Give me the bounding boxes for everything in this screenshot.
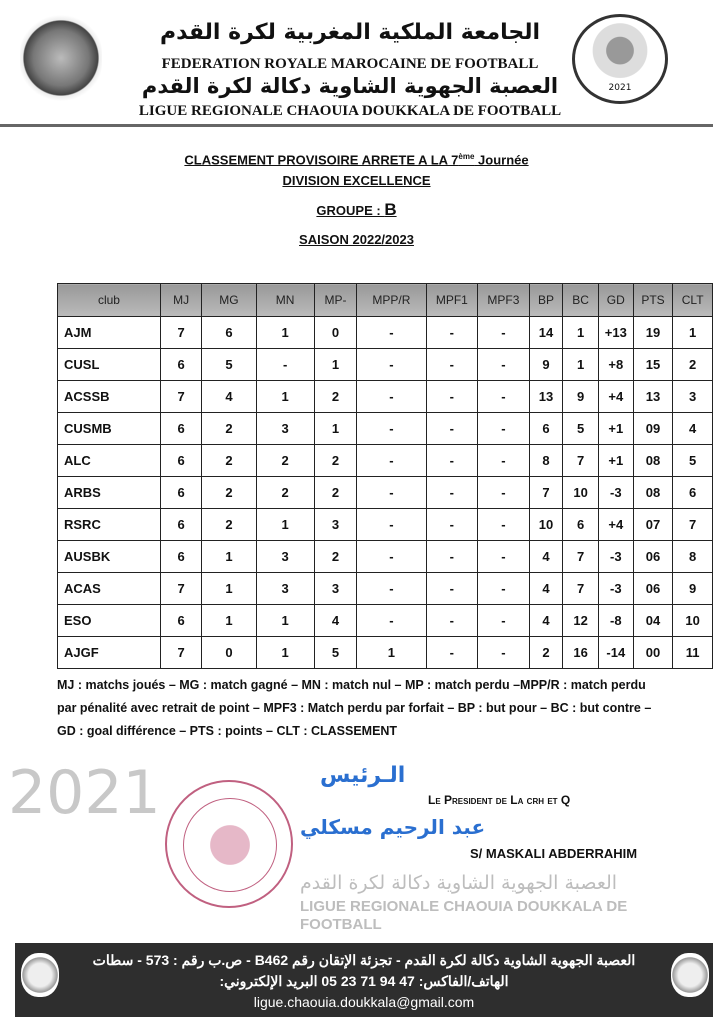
stat-cell: 7 xyxy=(160,317,201,349)
groupe-title xyxy=(0,200,713,220)
groupe-label: GROUPE : xyxy=(316,203,385,218)
column-header: CLT xyxy=(673,284,713,317)
stat-cell: - xyxy=(478,445,530,477)
club-cell: ALC xyxy=(58,445,161,477)
journee-text: Journée xyxy=(474,152,529,168)
table-header-row xyxy=(58,284,713,317)
stat-cell: - xyxy=(478,509,530,541)
stat-cell: 6 xyxy=(529,413,563,445)
stat-cell: 15 xyxy=(633,349,673,381)
stat-cell: - xyxy=(426,349,478,381)
saison-title: SAISON 2022/2023 xyxy=(299,232,414,247)
club-cell: ARBS xyxy=(58,477,161,509)
stat-cell: 14 xyxy=(529,317,563,349)
stat-cell: - xyxy=(478,637,530,669)
stat-cell: 5 xyxy=(563,413,599,445)
stat-cell: 07 xyxy=(633,509,673,541)
stat-cell: 2 xyxy=(256,477,314,509)
table-row xyxy=(58,413,713,445)
footer-phone: الهاتف/الفاكس: 47 94 71 23 05 البريد الإلكتروني: xyxy=(219,973,509,989)
abbreviation-legend: MJ : matchs joués – MG : match gagné – MN : match nul – MP : match perdu –MPP/R : match perdu par pénalité avec retrait de point – MPF3 : Match perdu par forfait – BP : but pour – BC : but contre – GD : goal différence – PTS : points – CLT : CLASSEMENT xyxy=(57,678,652,738)
stat-cell: -3 xyxy=(598,573,633,605)
footer-logo-left xyxy=(21,953,59,997)
stat-cell: - xyxy=(357,477,426,509)
frmf-logo xyxy=(20,12,102,104)
stat-cell: +1 xyxy=(598,413,633,445)
stat-cell: 04 xyxy=(633,605,673,637)
stat-cell: - xyxy=(478,477,530,509)
stat-cell: - xyxy=(478,349,530,381)
stat-cell: - xyxy=(426,381,478,413)
stat-cell: 3 xyxy=(256,541,314,573)
column-header: MN xyxy=(256,284,314,317)
stat-cell: 09 xyxy=(633,413,673,445)
stat-cell: - xyxy=(357,349,426,381)
federation-french: FEDERATION ROYALE MAROCAINE DE FOOTBALL xyxy=(161,56,539,72)
column-header: club xyxy=(58,284,161,317)
stat-cell: 1 xyxy=(563,317,599,349)
stat-cell: 4 xyxy=(202,381,256,413)
classement-text: CLASSEMENT PROVISOIRE ARRETE A LA 7 xyxy=(184,152,459,168)
stat-cell: 1 xyxy=(202,605,256,637)
stat-cell: - xyxy=(357,413,426,445)
club-cell: ACSSB xyxy=(58,381,161,413)
stat-cell: 9 xyxy=(529,349,563,381)
ligue-french: LIGUE REGIONALE CHAOUIA DOUKKALA DE FOOTBALL xyxy=(138,103,562,119)
column-header: MG xyxy=(202,284,256,317)
club-cell: AJM xyxy=(58,317,161,349)
table-row xyxy=(58,573,713,605)
stat-cell: 2 xyxy=(256,445,314,477)
stat-cell: 19 xyxy=(633,317,673,349)
footer-logo-right xyxy=(671,953,709,997)
club-cell: ESO xyxy=(58,605,161,637)
stat-cell: 3 xyxy=(256,573,314,605)
column-header: MPF1 xyxy=(426,284,478,317)
stat-cell: 6 xyxy=(160,477,201,509)
stat-cell: 6 xyxy=(202,317,256,349)
club-cell: AUSBK xyxy=(58,541,161,573)
stat-cell: - xyxy=(357,509,426,541)
stat-cell: 3 xyxy=(314,573,357,605)
stat-cell: - xyxy=(426,509,478,541)
stat-cell: 6 xyxy=(160,509,201,541)
stat-cell: 1 xyxy=(314,349,357,381)
stat-cell: 06 xyxy=(633,541,673,573)
stamp-emblem xyxy=(183,798,277,892)
ligue-logo xyxy=(572,14,668,104)
column-header: MP- xyxy=(314,284,357,317)
signature-title-arabic: الـرئيس xyxy=(320,763,406,788)
stat-cell: 16 xyxy=(563,637,599,669)
stat-cell: 2 xyxy=(673,349,713,381)
signature-name-arabic: عبد الرحيم مسكلي xyxy=(300,815,486,839)
stat-cell: - xyxy=(426,413,478,445)
stat-cell: 1 xyxy=(563,349,599,381)
stat-cell: 13 xyxy=(633,381,673,413)
stat-cell: 7 xyxy=(563,541,599,573)
stat-cell: 4 xyxy=(673,413,713,445)
stat-cell: 1 xyxy=(202,573,256,605)
stat-cell: - xyxy=(478,381,530,413)
stat-cell: 11 xyxy=(673,637,713,669)
signer-name: S/ MASKALI ABDERRAHIM xyxy=(470,846,638,861)
stat-cell: - xyxy=(426,445,478,477)
superscript: ème xyxy=(458,152,475,161)
column-header: MJ xyxy=(160,284,201,317)
stat-cell: +4 xyxy=(598,509,633,541)
table-row xyxy=(58,317,713,349)
stat-cell: - xyxy=(478,317,530,349)
stat-cell: -8 xyxy=(598,605,633,637)
stat-cell: +8 xyxy=(598,349,633,381)
stat-cell: +13 xyxy=(598,317,633,349)
stat-cell: 7 xyxy=(160,573,201,605)
stat-cell: 13 xyxy=(529,381,563,413)
table-row xyxy=(58,509,713,541)
stat-cell: 08 xyxy=(633,445,673,477)
stat-cell: 2 xyxy=(314,477,357,509)
stat-cell: 8 xyxy=(529,445,563,477)
stat-cell: 4 xyxy=(529,573,563,605)
club-cell: CUSMB xyxy=(58,413,161,445)
stat-cell: 3 xyxy=(314,509,357,541)
stat-cell: 8 xyxy=(673,541,713,573)
logo-year: 2021 xyxy=(608,83,632,93)
watermark-french: LIGUE REGIONALE CHAOUIA DOUKKALA DE FOOTBALL xyxy=(300,898,628,933)
stat-cell: 0 xyxy=(314,317,357,349)
column-header: BP xyxy=(529,284,563,317)
table-row xyxy=(58,637,713,669)
stat-cell: 1 xyxy=(256,381,314,413)
stat-cell: - xyxy=(426,637,478,669)
stat-cell: 2 xyxy=(202,509,256,541)
club-cell: AJGF xyxy=(58,637,161,669)
stat-cell: 6 xyxy=(160,605,201,637)
stat-cell: - xyxy=(357,445,426,477)
stat-cell: 2 xyxy=(314,445,357,477)
stat-cell: 1 xyxy=(673,317,713,349)
stat-cell: - xyxy=(426,317,478,349)
standings-table xyxy=(57,283,713,669)
stat-cell: - xyxy=(357,573,426,605)
stat-cell: 6 xyxy=(160,413,201,445)
stat-cell: 10 xyxy=(529,509,563,541)
stat-cell: 7 xyxy=(529,477,563,509)
stat-cell: 7 xyxy=(160,637,201,669)
stat-cell: 5 xyxy=(673,445,713,477)
stat-cell: 6 xyxy=(563,509,599,541)
stat-cell: 1 xyxy=(256,605,314,637)
stat-cell: 1 xyxy=(314,413,357,445)
stat-cell: 08 xyxy=(633,477,673,509)
official-stamp xyxy=(165,780,293,908)
stat-cell: 5 xyxy=(314,637,357,669)
stat-cell: 2 xyxy=(202,445,256,477)
club-cell: ACAS xyxy=(58,573,161,605)
stat-cell: 6 xyxy=(160,445,201,477)
table-row xyxy=(58,349,713,381)
stat-cell: - xyxy=(478,605,530,637)
stat-cell: - xyxy=(478,541,530,573)
stat-cell: 2 xyxy=(202,477,256,509)
stat-cell: - xyxy=(256,349,314,381)
stat-cell: 7 xyxy=(160,381,201,413)
watermark-arabic: العصبة الجهوية الشاوية دكالة لكرة القدم xyxy=(300,872,618,894)
stat-cell: +1 xyxy=(598,445,633,477)
stat-cell: - xyxy=(478,413,530,445)
stat-cell: 10 xyxy=(563,477,599,509)
stat-cell: 6 xyxy=(160,349,201,381)
table-row xyxy=(58,605,713,637)
column-header: BC xyxy=(563,284,599,317)
stat-cell: 3 xyxy=(673,381,713,413)
stat-cell: - xyxy=(478,573,530,605)
header-divider xyxy=(0,124,713,127)
stat-cell: 10 xyxy=(673,605,713,637)
table-row xyxy=(58,445,713,477)
stat-cell: 7 xyxy=(563,445,599,477)
stat-cell: -14 xyxy=(598,637,633,669)
stat-cell: 00 xyxy=(633,637,673,669)
stat-cell: - xyxy=(426,541,478,573)
stat-cell: 1 xyxy=(256,317,314,349)
column-header: GD xyxy=(598,284,633,317)
footer-banner xyxy=(15,943,713,1017)
stat-cell: 2 xyxy=(314,381,357,413)
column-header: PTS xyxy=(633,284,673,317)
stat-cell: - xyxy=(357,541,426,573)
stat-cell: 7 xyxy=(673,509,713,541)
club-cell: RSRC xyxy=(58,509,161,541)
ligue-arabic: العصبة الجهوية الشاوية دكالة لكرة القدم xyxy=(141,74,559,98)
stat-cell: -3 xyxy=(598,541,633,573)
federation-arabic: الجامعة الملكية المغربية لكرة القدم xyxy=(159,20,540,45)
stat-cell: 1 xyxy=(357,637,426,669)
division-title: DIVISION EXCELLENCE xyxy=(282,173,431,188)
watermark-year: 2021 xyxy=(8,758,161,828)
stat-cell: 9 xyxy=(563,381,599,413)
stat-cell: 7 xyxy=(563,573,599,605)
stat-cell: - xyxy=(426,477,478,509)
stat-cell: 6 xyxy=(160,541,201,573)
stat-cell: 4 xyxy=(529,605,563,637)
stat-cell: -3 xyxy=(598,477,633,509)
table-row xyxy=(58,541,713,573)
table-row xyxy=(58,381,713,413)
table-row xyxy=(58,477,713,509)
club-cell: CUSL xyxy=(58,349,161,381)
stat-cell: 9 xyxy=(673,573,713,605)
column-header: MPF3 xyxy=(478,284,530,317)
stat-cell: 2 xyxy=(529,637,563,669)
stat-cell: +4 xyxy=(598,381,633,413)
stat-cell: 12 xyxy=(563,605,599,637)
stat-cell: 3 xyxy=(256,413,314,445)
stat-cell: 4 xyxy=(529,541,563,573)
stat-cell: - xyxy=(357,381,426,413)
stat-cell: 0 xyxy=(202,637,256,669)
stat-cell: 6 xyxy=(673,477,713,509)
stat-cell: 2 xyxy=(314,541,357,573)
stat-cell: - xyxy=(357,605,426,637)
stat-cell: - xyxy=(357,317,426,349)
stat-cell: 1 xyxy=(202,541,256,573)
stat-cell: - xyxy=(426,605,478,637)
classement-title xyxy=(0,152,713,167)
stat-cell: 5 xyxy=(202,349,256,381)
president-label: Le President de La crh et Q xyxy=(428,793,571,807)
stat-cell: 4 xyxy=(314,605,357,637)
footer-email[interactable]: ligue.chaouia.doukkala@gmail.com xyxy=(253,994,475,1010)
footer-address: العصبة الجهوية الشاوية دكالة لكرة القدم - تجزئة الإتقان رقم B462 - ص.ب رقم : 573 - سطات xyxy=(92,952,636,968)
stat-cell: 2 xyxy=(202,413,256,445)
stat-cell: 1 xyxy=(256,509,314,541)
groupe-value: B xyxy=(384,200,397,219)
stat-cell: 06 xyxy=(633,573,673,605)
stat-cell: 1 xyxy=(256,637,314,669)
stat-cell: - xyxy=(426,573,478,605)
column-header: MPP/R xyxy=(357,284,426,317)
